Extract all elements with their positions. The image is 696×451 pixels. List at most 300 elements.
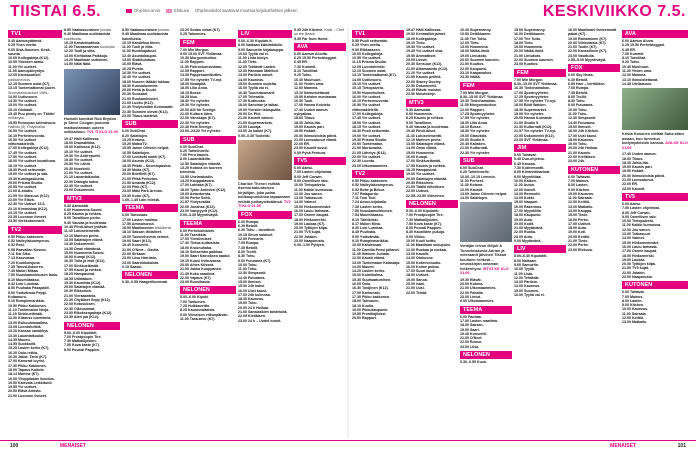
program-title: 13.00 Esikoulumaailma.	[8, 320, 49, 325]
program-title: 10.30 Morgonstudion.	[180, 56, 218, 61]
program-title: 6.00 Aamu.	[294, 166, 313, 171]
channel-header: TV2	[8, 226, 62, 234]
program-entry	[8, 219, 62, 223]
program-title: 11.00 Lista kiotyn.	[238, 56, 269, 61]
program-title: 1.00–1.45 Lain miestä.	[122, 197, 160, 202]
program-entry	[64, 315, 120, 319]
left-col-5	[238, 28, 292, 438]
program-title: 18.00 Bildt Walden.	[514, 103, 547, 108]
program-title: 11.00 Sairaala.	[568, 196, 593, 201]
program-title: 18.00 Hinkomerkki.	[622, 253, 655, 258]
program-title: 10.00 Kauneus.	[622, 307, 649, 312]
program-entry	[352, 103, 404, 112]
program-title: 7.00 Mainos.	[622, 294, 644, 299]
program-title: 18.30 Puoli seitsemän.	[8, 167, 47, 172]
program-title: 17.00 Onnen kaupat.	[622, 249, 657, 254]
program-title: 5.35 24h Kitchen.	[294, 28, 324, 32]
program-title: 16.30 Tonijinen (K12).	[352, 286, 389, 291]
program-entry	[122, 198, 178, 202]
program-title: 14.00 Salattujen.	[460, 196, 489, 201]
program-title: 17.00 Kamerat loyrisi.	[8, 359, 45, 364]
program-title: 9.00 15.00 SVT Ylelämaa.	[180, 51, 223, 56]
program-title: 23.00 Vasatulla.	[568, 53, 595, 58]
program-title: 18.30 Kuusialuemme.	[122, 83, 159, 88]
program-title: 12.00 Isoveli.	[514, 187, 537, 192]
program-title: 7.00 Min Morgon.	[180, 47, 210, 52]
program-title: 12.00 Tehtävät.	[514, 275, 540, 280]
program-title: 10.55 Yle uutiset.	[352, 56, 382, 61]
program-title: 6.00 Tanssiaas.	[122, 213, 149, 218]
program-title: 8.10 Tähtikiiski.	[352, 217, 379, 222]
program-title: 7.13 Kasvumaa.	[8, 256, 35, 261]
program-title: 7.50 Nuuskamuikkunen.	[352, 208, 393, 213]
program-title: 18.25 Hampasivat.	[406, 167, 438, 172]
program-title: 20.00 Yle Lähiö.	[64, 162, 91, 167]
program-title: 10.30 Tiedohamahan.	[460, 99, 497, 104]
program-title: 5.00–6.30 Kipulah-ti.	[238, 39, 273, 43]
program-title: 20.00 Dr. Phil.	[238, 112, 262, 117]
program-title: 9.00 Tavallinen.	[406, 120, 433, 125]
program-entry	[460, 75, 512, 79]
program-title: 17.00 Lentävät mahti (K7).	[122, 155, 167, 160]
channel-header: AVA	[294, 43, 346, 51]
program-title: 17.40 Uuden aamun nykyaikaa.	[294, 107, 328, 117]
program-title: 16.00 Perhe.	[568, 217, 589, 222]
program-title: 20.00 Hehä ja Kuuhi.	[122, 88, 157, 93]
program-title: 9.00 Rikkaaseen.	[352, 47, 381, 52]
program-title: 22.00 Tehdä.	[406, 290, 428, 295]
program-title: 21.00 Murtovarka.	[352, 146, 383, 151]
program-title: 22.00 Junahas (K12).	[180, 204, 216, 209]
program-title: 19.00 Huomenta.	[514, 45, 543, 50]
program-entry	[238, 134, 292, 138]
program-title: 16.00 Tyyliä vai ei.	[514, 293, 545, 298]
photo-caption: Charlize Theron esittää itsemurhakuntoisen kirjailijan, joka palaa kotikaupunkiinsa tapaamaan entistä poikaystäväänsä. TV2 TI KLO 21.00	[238, 181, 291, 209]
program-title: 23.00 Saarokkakaista.	[122, 260, 160, 265]
program-title: 12.30 Hannaan Mahtioli.	[238, 69, 279, 74]
program-title: 22.00 Kansallinen (K7).	[568, 49, 608, 54]
program-title: 21.00 Kuutios.	[460, 62, 485, 67]
program-title: 10.00 Tohu.	[238, 262, 258, 267]
program-description: tuoduutto	[99, 45, 115, 50]
program-title: 9.40 Maailmaa uudistavista kokeiluista.	[122, 32, 169, 41]
program-title: 6.00 Aamun Aluva.	[622, 39, 654, 43]
program-title: 14.30 Omai elämänsä.	[64, 246, 102, 251]
program-title: 7.07 Ratapurdo.	[352, 191, 379, 196]
program-title: 16.30 Tuuli.	[294, 99, 314, 104]
program-title: 16.00 Laulu tarhasta.	[622, 244, 658, 249]
channel-header: FEM	[180, 39, 236, 47]
program-entry	[514, 239, 566, 243]
program-title: 6.45 Kansan.	[514, 161, 536, 166]
program-title: 23.30 Nälkä.	[460, 75, 481, 80]
program-title: 11.30 Tohu.	[238, 267, 258, 272]
program-title: 22.30 Yle nyheter.	[180, 120, 211, 125]
program-title: 14.30 Yle uutiset.	[8, 99, 38, 104]
program-title: 23.30 Ateri jaa (K12).	[64, 315, 100, 320]
program-title: 10.00 Tohu.	[568, 107, 588, 112]
program-title: 19.00 Kalliossa (K12).	[64, 145, 101, 150]
program-title: 7.30 Kummit.	[294, 64, 317, 69]
program-title: 22.00 Yle Elävä.	[8, 197, 35, 202]
program-title: 8.30–15.00 SVT Ylelämaa.	[514, 81, 558, 86]
program-title: 18.00 Sanoinar ja taikat.	[238, 103, 279, 108]
legend-item-note: Ohjelmatiedot saattavat muuttua kirjoitushetken jälkeen	[194, 8, 298, 13]
program-title: 17.00 Sportnyyheter.	[514, 90, 550, 95]
program-title: 19.00 Yle uutiset.	[352, 133, 382, 138]
program-title: 12.00 Keittiö.	[622, 316, 645, 321]
program-title: 12.50 Salattujen elämää.	[180, 161, 222, 166]
program-title: 22.55–23.50 Viimeinen.	[406, 193, 445, 198]
program-title: 11.35 The Tuttu.	[460, 36, 487, 41]
program-title: 18.00 Asunto (K12).	[122, 159, 156, 164]
program-title: 20.30 Sensuuri (K12).	[406, 62, 443, 67]
program-title: 23.10 Kaapanaiset.	[460, 70, 493, 75]
program-entry	[460, 196, 512, 200]
program-title: 20.00 Ikimuistoisia päivä.	[294, 133, 337, 138]
left-page-number: 100	[10, 443, 19, 449]
program-title: 11.00 Taivaanrannan	[64, 45, 99, 50]
program-title: 13.00 Kauniit.	[406, 251, 430, 256]
program-title: 8.25 Kaunis ja rohkea.	[64, 212, 102, 217]
program-title: 13.00 Tutkasuuri.	[294, 196, 324, 201]
program-title: 21.00 Kauniit vaimot.	[238, 116, 274, 121]
program-title: 12.20 Tuoll ja viita.	[64, 49, 96, 54]
program-title: 6.52 Nalleylakoomperus.	[352, 183, 394, 188]
program-title: 18.15 Yle uutiset.	[8, 163, 38, 168]
program-description: mökkeyks.	[8, 116, 25, 121]
channel-header: SUB	[460, 157, 512, 165]
channel-header: NELONEN	[180, 286, 236, 294]
program-title: 16.30 Jakot: Tarin (K7).	[8, 355, 48, 360]
program-title: 19.30 Yle nyheter.	[180, 103, 211, 108]
program-title: 5.30 Aamusää.	[406, 107, 431, 112]
program-title: 22.30 Yle nyheter.	[460, 150, 491, 155]
program-entry	[8, 112, 62, 121]
program-title: 8.50 Vaakasuoraisen	[122, 28, 158, 32]
channel-header: TV5	[622, 193, 688, 201]
program-title: 21.30 Cityläiset Sepp (K12).	[64, 298, 111, 303]
program-title: 8.00 Trollit.	[568, 94, 587, 99]
program-title: 19.15 Kuusi rivikuvassa.	[180, 258, 222, 263]
program-title: 18.00 Kauneus.	[568, 137, 595, 142]
program-photo	[64, 69, 120, 115]
program-title: 16.00 Maailmani ihmeemmät pakat (K7).	[568, 28, 617, 37]
program-title: 6.00 SubChat.	[460, 166, 484, 171]
legend-item-movie: Elokuva	[166, 8, 189, 13]
program-title: 21.30 Yhdysvallan Kommaatti.	[122, 105, 174, 110]
program-entry	[8, 121, 62, 130]
program-title: 23.00 Mäki Park Arenas.	[122, 189, 163, 194]
program-title: 13.25 Kotona.	[122, 137, 146, 142]
page-footer	[0, 440, 696, 451]
program-title: 16.25 Puisto.	[122, 66, 144, 71]
program-title: 6.52 Nalleylakoomperus.	[8, 239, 50, 244]
program-title: 21.50 Amanta (K12).	[122, 180, 157, 185]
program-title: 19.47 Hälli Kalliossa.	[64, 136, 100, 141]
program-title: 20.00 Hanna Kunstnär.	[514, 116, 553, 121]
program-title: 8.25 Kaunisvaltaisia.	[180, 308, 216, 313]
program-title: 16.30 Tulla ja etsit (K12).	[64, 259, 106, 264]
program-title: 7.50 Kova kaste (K7).	[64, 343, 100, 348]
program-title: 16.00 24h Kitchen.	[568, 129, 600, 134]
program-title: 19.00 Tussenheimin veimet.	[122, 234, 170, 239]
program-title: 19.50 Hobbit.	[294, 129, 317, 134]
program-entry	[180, 32, 236, 36]
program-title: 14.20 Lasten kerho.	[352, 269, 386, 274]
left-col-4	[180, 28, 236, 438]
program-entry	[568, 159, 620, 163]
program-title: 17.25 Sportnyyheter.	[460, 112, 496, 117]
program-title: 15.50 Huonekulkea.	[352, 90, 386, 95]
program-title: 9.40 Vauvaa ja kuolemaa.	[64, 220, 107, 225]
program-title: 9.00 Sisä-Suomen. Kesä-suunta	[8, 47, 51, 56]
program-title: 18.15 Yle uutiset.	[352, 124, 382, 129]
program-title: 7.00 Min Morgon.	[460, 90, 490, 95]
program-title: 6.00 Aamu.	[622, 201, 641, 206]
program-description: leikkikerta.	[154, 226, 172, 231]
program-title: 17.00 Karhunaki.	[352, 290, 381, 295]
program-title: 18.30 Pitkät – Suomiopastus.	[122, 163, 172, 168]
program-title: 9.20 Tuttu.	[622, 60, 640, 65]
program-title: 19.00 Kaunis pari.	[294, 124, 325, 129]
channel-header: KUTONEN	[568, 166, 620, 174]
program-entry	[294, 151, 346, 155]
program-title: 19.00 Tohu.	[238, 301, 258, 306]
program-title: 7.40 Maiori Mikaa.	[8, 269, 39, 274]
program-title: 21.00 Uusi.	[406, 286, 425, 291]
program-title: 16.00 Rakennus.	[514, 204, 543, 209]
program-title: 8.45 Puuhaka.	[352, 230, 376, 235]
program-title: 15.00 Ihmiset.	[568, 124, 592, 129]
program-title: 21.00 O'Neet.	[460, 336, 483, 341]
program-title: 21.00 Luoko (K12).	[122, 101, 154, 106]
program-entry	[294, 108, 346, 117]
program-title: 18.00 Yle uutiset.	[352, 120, 382, 125]
program-title: 16.40 Yle uutiset.	[122, 75, 152, 80]
program-title: 23.00 SVT Ylelämaa.	[514, 137, 549, 142]
program-title: 13.00 Tuntematon Kalastaja.	[352, 260, 401, 265]
program-title: 6.59 Harr – leiritöiden.	[568, 81, 606, 86]
program-title: 10.00 Kahdeksan.	[352, 243, 383, 248]
program-entry	[622, 320, 688, 324]
program-title: 10.40 Pihdi-iäiset.	[406, 129, 437, 134]
program-title: 6.52 Rosi.	[8, 243, 25, 248]
program-title: 18.00 Tilaus.	[294, 116, 316, 121]
program-title: 23.00 Tilaus-taistelut.	[122, 113, 159, 118]
program-title: 14.00 Kauneus.	[514, 284, 541, 289]
program-title: 18.30 Yle nyheter.	[460, 129, 491, 134]
program-title: 12.00 Kauniit.	[460, 187, 484, 192]
program-title: 23.00 Ulkomaanmies.	[352, 163, 389, 168]
program-title: 19.00 Saari (K12).	[122, 239, 152, 244]
program-title: 20.00 Perhe Seltti.	[180, 196, 211, 201]
program-title: 7.05 Rumpa.	[238, 241, 260, 246]
program-entry	[352, 316, 404, 320]
program-title: 5.45 Aamusydämeä.	[8, 39, 43, 43]
program-title: 22.00 ER.	[294, 142, 310, 147]
program-title: 22.00 Stacey Dooley.	[406, 79, 442, 84]
program-title: 12.05 Luontoheteki.	[352, 64, 386, 69]
program-title: 15.00 Kolmikulma.	[352, 273, 384, 278]
program-title: 6.30 Tohu – tavoitteet.	[238, 228, 276, 233]
program-title: 17.00 Lahtaka (K7).	[180, 183, 213, 188]
program-title: 18.00 Dramatiikka.	[64, 140, 96, 145]
program-title: 6.00 SubChat.	[180, 144, 204, 149]
program-title: 14.00 Vaimot.	[622, 236, 645, 241]
program-title: 22.00 Uutiset.	[406, 189, 430, 194]
program-title: 20.30 Nuorkeiti.	[64, 166, 91, 171]
program-title: 0.00 Ulkomaanmies.	[460, 299, 495, 304]
program-title: 17.30 Kotiruoka.	[238, 99, 266, 104]
program-title: 21.00 Jukka Kuuppanen.	[180, 267, 222, 272]
program-title: 12.10 Marinen perhe.	[406, 137, 442, 142]
program-title: 10.00 Tyyliä.	[514, 267, 535, 272]
program-title: 13.55 Unelmakodin.	[180, 174, 214, 179]
program-title: 17.00 Suuri kuuli.	[406, 269, 436, 274]
program-title: 17.00 Trilesatla.	[238, 94, 265, 99]
program-title: 17.00 Sinkkuelämää.	[64, 263, 99, 268]
program-title: 11.00 Lista.	[514, 271, 534, 276]
program-title: 20.55 Yle uutiset.	[8, 185, 38, 190]
program-title: 23.00 Liisa Harritalo.	[122, 256, 157, 261]
channel-header: LIV	[238, 30, 292, 38]
program-title: 14.40 Futurama.	[238, 275, 266, 280]
program-title: 14.35 Muumi.	[8, 337, 31, 342]
program-title: 20.00 Lösvit.	[406, 58, 428, 63]
program-entry	[180, 166, 236, 175]
program-title: 10.00 Kauneus.	[568, 191, 595, 196]
program-title: 17.00 Lasten mailma.	[122, 217, 158, 222]
program-title: 12.00 Jos sanon.	[294, 191, 323, 196]
program-title: 16.00 Yle uutiset.	[352, 94, 382, 99]
program-title: 9.00 Onnellisen talo.	[622, 214, 657, 219]
program-title: 21.00 TV5 kujat.	[294, 230, 321, 235]
program-title: 17.50 Ammulsuvut.	[122, 221, 155, 226]
program-title: 21.00 Pitkä Perkoton.	[122, 176, 159, 181]
right-col-1	[352, 28, 404, 438]
program-title: 6.00 Perhekohtaiset.	[180, 228, 215, 233]
program-title: 23.00–23.20 Yle nyheter.	[180, 129, 222, 134]
program-title: 7.30 Kummit.	[622, 51, 645, 56]
program-title: 11.00 Yle uutiset.	[8, 64, 37, 69]
program-title: 12.30 Simpsonit.	[568, 116, 597, 121]
program-title: 8.00 Nalkaan.	[514, 258, 537, 263]
program-entry	[460, 299, 512, 303]
program-title: 21.00 TV5 kujat.	[622, 266, 649, 271]
program-title: 11.05 Aamupäivystys.	[8, 69, 46, 74]
program-title: 18.25 Hampasivat.	[64, 272, 96, 277]
program-description: paikkaneuvos.	[8, 77, 31, 82]
program-title: 10.50 Dettikkanen.	[460, 32, 492, 37]
program-title: 23.00 Ruusihauta.	[180, 280, 211, 285]
program-title: 17.00 Lasten maailma.	[460, 318, 498, 323]
legend	[126, 8, 298, 13]
program-title: 22.30 Luonto.	[352, 159, 376, 164]
program-title: 6.52 Bebe ja Bebur.	[352, 187, 385, 192]
program-title: 15.45 Puu pienty on 'Tähtin'	[8, 112, 56, 117]
program-title: 9.00 Viikko.	[406, 234, 426, 239]
program-title: 21.50 Kaunis peilinä.	[406, 75, 442, 80]
program-title: 5.00 Tuttavat.	[514, 153, 537, 158]
program-title: 13.05 Luontohetkiä.	[8, 325, 42, 329]
channel-header: AVA	[622, 30, 688, 38]
program-title: 13.05 Pappersantikuttes.	[180, 73, 223, 78]
right-magazine-name: MENAISET	[610, 443, 636, 449]
program-title: 0.15 Saaski.	[122, 264, 143, 269]
program-title: 23.00 24h.	[568, 159, 586, 164]
program-title: 22.00 Vänskaps (K7).	[180, 116, 216, 121]
program-title: 7.00 Mainos.	[568, 178, 590, 183]
program-title: 21.30 Kulturnatt (K12).	[514, 124, 553, 129]
program-title: 22.00 Kiellätsen.	[568, 155, 596, 160]
program-title: 22.00 Pikk (K7).	[122, 185, 149, 190]
program-title: 19.30 Yle Antireportti.	[64, 153, 101, 158]
program-title: 21.00 Myytävänä.	[514, 226, 544, 231]
program-title: 16.00 Kolme pukua.	[406, 264, 440, 269]
right-col-5	[568, 28, 620, 438]
program-title: 13.10 Ikimuistettavat.	[622, 77, 659, 82]
program-title: 15.00 Hinkomemmärt.	[294, 204, 332, 209]
program-entry	[294, 243, 346, 247]
program-title: 14.00 Muumi.	[352, 264, 375, 269]
program-entry	[64, 32, 120, 41]
program-title: 16.00 Laulu tarhasta.	[294, 208, 330, 213]
program-title: 12.00 Mamma.	[622, 73, 647, 78]
program-title: 19.00 Auto.	[514, 217, 534, 222]
program-title: 22.30 Yle uutiset.	[64, 183, 94, 188]
program-title: 22.00 Dialogin kaksi.	[64, 179, 100, 184]
program-title: 22.00 Suomen kaunein.	[514, 58, 554, 63]
program-entry	[8, 73, 62, 82]
program-title: 8.00 Nalkaan kiäsimkäsiin.	[238, 43, 284, 48]
program-title: 12.30 Simpsonit.	[238, 271, 267, 276]
program-title: 18.00 Auto.	[568, 226, 588, 231]
program-title: 15.25 Lasten kerho (K7).	[8, 346, 50, 351]
program-title: 22.00 Dokumentti (K12).	[514, 133, 555, 138]
program-title: 11.00 Kaikki kunnossa.	[294, 187, 334, 192]
program-title: 13.00 Huomenta.	[460, 45, 489, 50]
program-title: 8.25 Kaunis ja rohkea.	[406, 116, 444, 121]
program-title: 21.00 Kaunis.	[568, 150, 591, 155]
right-col-6	[622, 28, 688, 438]
program-title: 19.30 Kaumista (K12).	[64, 280, 102, 285]
program-title: 10.15 Sinun salaiset.	[238, 232, 274, 237]
program-title: 8.30 Tohu.	[238, 254, 256, 259]
program-title: 9.40 Maailmaa uudistavista	[64, 32, 111, 37]
program-title: 18.15 Bosse.	[180, 90, 202, 95]
program-title: 19.00 Tohu.	[568, 142, 588, 147]
program-title: 20.00 Suomen kaunein.	[460, 58, 500, 63]
channel-header: TV1	[352, 30, 404, 38]
program-title: 18.25 Nuo.	[180, 94, 198, 99]
program-title: 8.00 Lauantaikilla.	[180, 157, 211, 162]
program-entry	[568, 58, 620, 62]
program-title: 11.10 Tuntematon Norja.	[8, 307, 50, 312]
program-title: 18.00 Kruunuhaka.	[180, 245, 212, 250]
program-title: 16.30 Yle uutiset.	[122, 70, 152, 75]
program-title: 19.40 Konsertti.	[122, 243, 149, 248]
program-title: 8.30 Tohu.	[568, 99, 586, 104]
program-title: 17.00 Yleisihmiset.	[180, 237, 212, 242]
program-title: 0.30–0.55 Kuva.	[460, 360, 487, 365]
program-title: 19.47 Hälli Kalliossa.	[406, 28, 442, 32]
program-title: 7.00 Tantuinen.	[180, 299, 206, 304]
program-title: 21.00 Studio 9.	[514, 120, 540, 125]
program-title: 21.09 Yle tilaisuus (K12).	[8, 193, 50, 198]
program-title: 8.30 Kauniiden pukuja.	[406, 230, 445, 235]
program-title: 21.00 Luonnon ihmeet.	[8, 393, 47, 398]
